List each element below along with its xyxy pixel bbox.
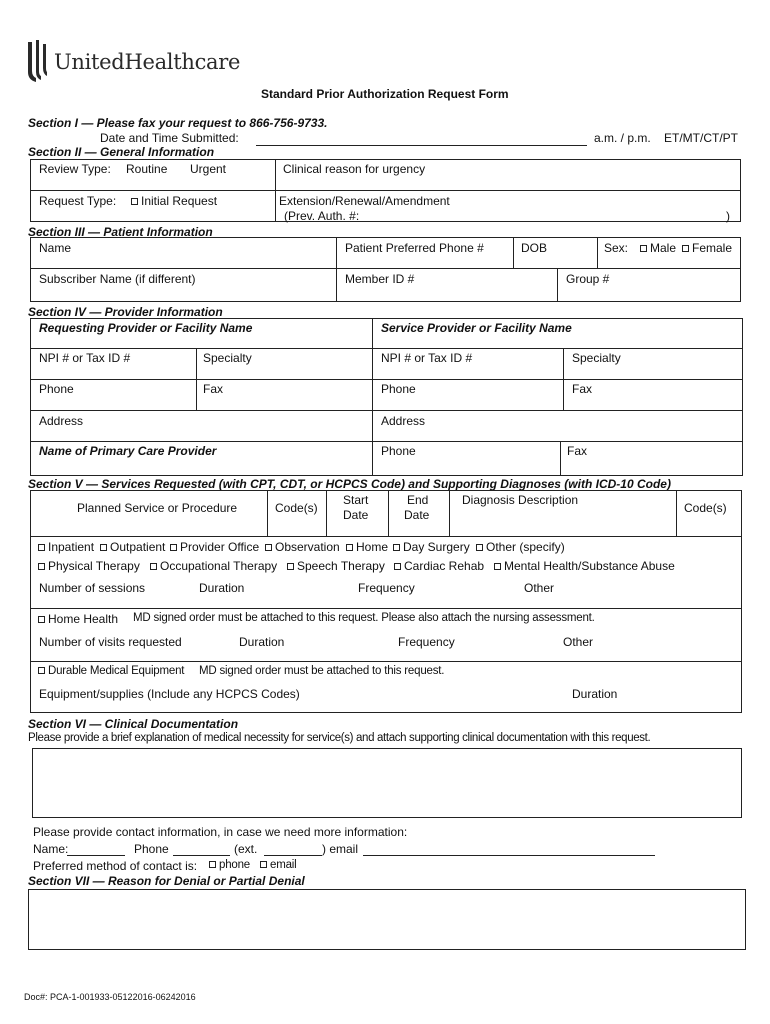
subscriber-label: Subscriber Name (if different) bbox=[39, 272, 196, 286]
checkbox-icon[interactable] bbox=[265, 544, 272, 551]
services-table bbox=[30, 490, 742, 713]
section-5-heading: Section V — Services Requested (with CPT, CDT, or HCPCS Code) and Supporting Diagnoses (with ICD-10 Code) bbox=[28, 477, 671, 491]
group-label: Group # bbox=[566, 272, 610, 286]
member-id-label: Member ID # bbox=[345, 272, 415, 286]
checkbox-icon[interactable] bbox=[170, 544, 177, 551]
end-date-header: Date bbox=[404, 508, 430, 522]
contact-ext-field[interactable] bbox=[264, 855, 322, 856]
setting-other[interactable]: Other (specify) bbox=[476, 540, 565, 554]
dob-label: DOB bbox=[521, 241, 548, 255]
req-phone-label: Phone bbox=[39, 382, 74, 396]
contact-name-field[interactable] bbox=[67, 855, 125, 856]
planned-service-header: Planned Service or Procedure bbox=[77, 501, 238, 515]
start-date-header: Date bbox=[343, 508, 369, 522]
visits-label: Number of visits requested bbox=[39, 635, 182, 649]
therapy-speech[interactable]: Speech Therapy bbox=[287, 559, 385, 573]
date-submitted-field[interactable] bbox=[256, 145, 587, 146]
diagnosis-header: Diagnosis Description bbox=[462, 493, 579, 507]
patient-phone-label: Patient Preferred Phone # bbox=[345, 241, 484, 255]
male-option[interactable]: Male bbox=[640, 241, 676, 255]
checkbox-icon[interactable] bbox=[38, 544, 45, 551]
pcp-phone-label: Phone bbox=[381, 444, 416, 458]
prev-auth-field[interactable] bbox=[366, 221, 643, 222]
contact-phone-option[interactable]: phone bbox=[209, 859, 250, 871]
visits-duration-label: Duration bbox=[239, 635, 285, 649]
start-header: Start bbox=[343, 493, 369, 507]
checkbox-icon[interactable] bbox=[287, 563, 294, 570]
svc-specialty-label: Specialty bbox=[572, 351, 621, 365]
checkbox-icon[interactable] bbox=[640, 245, 647, 252]
equipment-label: Equipment/supplies (Include any HCPCS Codes) bbox=[39, 687, 300, 701]
doc-number: Doc#: PCA-1-001933-05122016-06242016 bbox=[24, 992, 196, 1002]
diag-codes-header: Code(s) bbox=[684, 501, 727, 515]
checkbox-icon[interactable] bbox=[393, 544, 400, 551]
checkbox-icon[interactable] bbox=[346, 544, 353, 551]
checkbox-icon[interactable] bbox=[150, 563, 157, 570]
sex-label: Sex: bbox=[604, 241, 629, 255]
form-title: Standard Prior Authorization Request Form bbox=[261, 87, 509, 101]
section-1-heading: Section I — Please fax your request to 866-756-9733. bbox=[28, 116, 328, 130]
prev-auth-label: (Prev. Auth. #: bbox=[284, 209, 360, 223]
contact-phone-field[interactable] bbox=[173, 855, 230, 856]
contact-name-label: Name: bbox=[33, 842, 69, 856]
prev-auth-close: ) bbox=[726, 209, 730, 223]
patient-name-label: Name bbox=[39, 241, 72, 255]
section-2-heading: Section II — General Information bbox=[28, 145, 215, 159]
checkbox-icon[interactable] bbox=[682, 245, 689, 252]
dme-note: MD signed order must be attached to this request. bbox=[199, 665, 445, 677]
contact-intro: Please provide contact information, in case we need more information: bbox=[33, 825, 408, 839]
checkbox-icon[interactable] bbox=[394, 563, 401, 570]
checkbox-icon[interactable] bbox=[260, 861, 267, 868]
therapy-physical[interactable]: Physical Therapy bbox=[38, 559, 140, 573]
checkbox-icon[interactable] bbox=[38, 667, 45, 674]
section-4-heading: Section IV — Provider Information bbox=[28, 305, 223, 319]
review-type-label: Review Type: bbox=[39, 162, 111, 176]
initial-request-option[interactable]: Initial Request bbox=[131, 194, 217, 208]
pcp-label: Name of Primary Care Provider bbox=[39, 444, 217, 458]
contact-phone-label: Phone bbox=[134, 842, 169, 856]
visits-frequency-label: Frequency bbox=[398, 635, 455, 649]
checkbox-icon[interactable] bbox=[494, 563, 501, 570]
section-6-heading: Section VI — Clinical Documentation bbox=[28, 717, 239, 731]
sessions-duration-label: Duration bbox=[199, 581, 245, 595]
checkbox-icon[interactable] bbox=[476, 544, 483, 551]
sessions-frequency-label: Frequency bbox=[358, 581, 415, 595]
clinical-documentation-box[interactable] bbox=[32, 748, 742, 818]
checkbox-icon[interactable] bbox=[38, 563, 45, 570]
svc-address-label: Address bbox=[381, 414, 426, 428]
contact-ext-label: (ext. bbox=[234, 842, 258, 856]
req-npi-label: NPI # or Tax ID # bbox=[39, 351, 131, 365]
contact-email-field[interactable] bbox=[363, 855, 655, 856]
proc-codes-header: Code(s) bbox=[275, 501, 318, 515]
home-health-option[interactable]: Home Health bbox=[38, 612, 118, 626]
time-zone-label: ET/MT/CT/PT bbox=[664, 131, 738, 145]
svc-phone-label: Phone bbox=[381, 382, 416, 396]
checkbox-icon[interactable] bbox=[131, 198, 138, 205]
setting-inpatient[interactable]: Inpatient bbox=[38, 540, 94, 554]
dme-option[interactable]: Durable Medical Equipment bbox=[38, 665, 184, 677]
clinical-reason-label: Clinical reason for urgency bbox=[283, 162, 426, 176]
sessions-label: Number of sessions bbox=[39, 581, 146, 595]
setting-day-surgery[interactable]: Day Surgery bbox=[393, 540, 470, 554]
checkbox-icon[interactable] bbox=[209, 861, 216, 868]
section-7-heading: Section VII — Reason for Denial or Partial Denial bbox=[28, 874, 305, 888]
therapy-mental-health[interactable]: Mental Health/Substance Abuse bbox=[494, 559, 675, 573]
logo-mark-icon bbox=[24, 38, 50, 84]
extension-option[interactable]: Extension/Renewal/Amendment bbox=[279, 194, 450, 208]
setting-provider-office[interactable]: Provider Office bbox=[170, 540, 259, 554]
logo bbox=[24, 38, 244, 84]
female-option[interactable]: Female bbox=[682, 241, 732, 255]
visits-other-label: Other bbox=[563, 635, 594, 649]
clinical-instruction: Please provide a brief explanation of medical necessity for service(s) and attach supporting clinical documentation with this request. bbox=[28, 732, 651, 744]
therapy-occupational[interactable]: Occupational Therapy bbox=[150, 559, 277, 573]
section-3-heading: Section III — Patient Information bbox=[28, 225, 213, 239]
svc-npi-label: NPI # or Tax ID # bbox=[381, 351, 473, 365]
sessions-other-label: Other bbox=[524, 581, 555, 595]
setting-home[interactable]: Home bbox=[346, 540, 388, 554]
end-header: End bbox=[407, 493, 429, 507]
service-provider-label: Service Provider or Facility Name bbox=[381, 321, 572, 335]
equipment-duration-label: Duration bbox=[572, 687, 618, 701]
urgent-option[interactable]: Urgent bbox=[190, 162, 227, 176]
pcp-fax-label: Fax bbox=[567, 444, 588, 458]
checkbox-icon[interactable] bbox=[38, 616, 45, 623]
preferred-contact-label: Preferred method of contact is: bbox=[33, 859, 198, 873]
svc-fax-label: Fax bbox=[572, 382, 593, 396]
therapy-cardiac[interactable]: Cardiac Rehab bbox=[394, 559, 484, 573]
denial-reason-box[interactable] bbox=[28, 889, 746, 950]
request-type-label: Request Type: bbox=[39, 194, 117, 208]
req-fax-label: Fax bbox=[203, 382, 224, 396]
date-submitted-label: Date and Time Submitted: bbox=[100, 131, 239, 145]
setting-observation[interactable]: Observation bbox=[265, 540, 340, 554]
home-health-note: MD signed order must be attached to this request. Please also attach the nursing assessment. bbox=[133, 612, 595, 624]
checkbox-icon[interactable] bbox=[100, 544, 107, 551]
contact-email-option[interactable]: email bbox=[260, 859, 296, 871]
req-specialty-label: Specialty bbox=[203, 351, 252, 365]
requesting-provider-label: Requesting Provider or Facility Name bbox=[39, 321, 253, 335]
setting-outpatient[interactable]: Outpatient bbox=[100, 540, 165, 554]
req-address-label: Address bbox=[39, 414, 84, 428]
routine-option[interactable]: Routine bbox=[126, 162, 168, 176]
contact-email-label: ) email bbox=[322, 842, 359, 856]
brand-name: UnitedHealthcare bbox=[54, 50, 241, 74]
ampm-label: a.m. / p.m. bbox=[594, 131, 651, 145]
